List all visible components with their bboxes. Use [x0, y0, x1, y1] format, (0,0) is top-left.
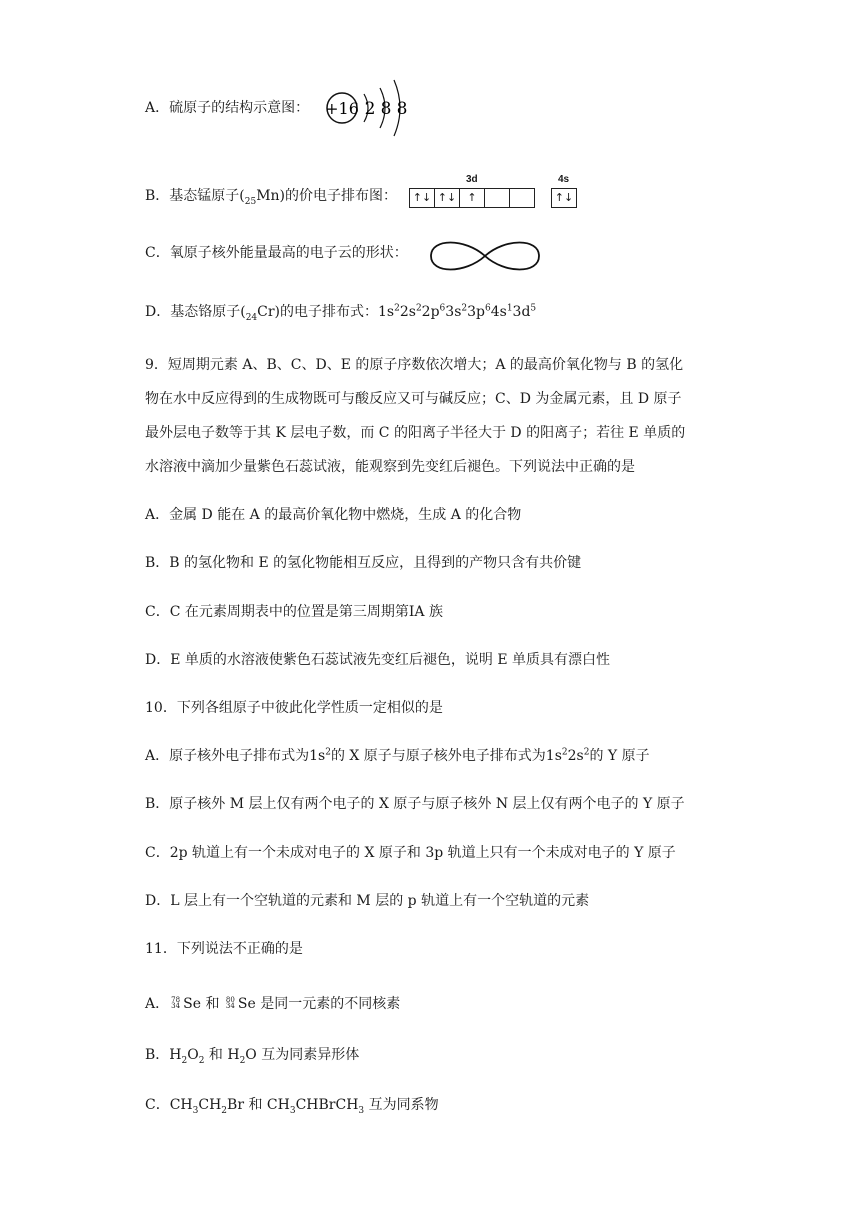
- cfg-orb: 2p: [421, 304, 440, 320]
- atomic-number: 34: [225, 1002, 235, 1010]
- orbital-4s-1: ↑↓: [551, 188, 577, 208]
- q8-option-d: [145, 302, 536, 322]
- q11-option-c: [145, 1095, 439, 1115]
- q8-d-pre: D．基态铬原子(: [145, 304, 246, 320]
- q9-option-b: B．B 的氢化物和 E 的氢化物能相互反应，且得到的产物只含有共价键: [145, 555, 582, 571]
- q11-c-sub: 2: [221, 1105, 228, 1116]
- q10-option-a: [145, 746, 650, 766]
- q11-b-sub: 2: [198, 1055, 205, 1066]
- q11-b-t: B．H: [145, 1047, 182, 1063]
- cfg-orb: 4s: [490, 304, 507, 320]
- q11-a-el2: Se 是同一元素的不同核素: [237, 996, 401, 1012]
- q11-c-sub: 3: [289, 1105, 296, 1116]
- q9-option-d: D．E 单质的水溶液使紫色石蕊试液先变红后褪色，说明 E 单质具有漂白性: [145, 652, 611, 668]
- q9-stem-line-4: 水溶液中滴加少量紫色石蕊试液，能观察到先变红后褪色。下列说法中正确的是: [145, 459, 635, 475]
- shell-3: 8: [396, 99, 408, 119]
- q11-a-el1: Se 和: [183, 996, 224, 1012]
- q10-a-pre: A．原子核外电子排布式为1s: [145, 748, 326, 764]
- isotope-prefix-2: [224, 992, 238, 1014]
- cfg-sup: 2: [415, 303, 422, 314]
- p-orbital-dumbbell: [425, 236, 545, 276]
- q10-option-c: C．2p 轨道上有一个未成对电子的 X 原子和 3p 轨道上只有一个未成对电子的 Y 原子: [145, 845, 676, 861]
- q11-c-t: C．CH: [145, 1097, 193, 1113]
- shell-1: 2: [364, 99, 376, 119]
- q8-d-sub: 24: [245, 312, 258, 323]
- cfg-orb: 3d: [512, 304, 531, 320]
- mass-number: 80: [225, 996, 235, 1004]
- q8-option-b: [145, 186, 397, 206]
- q11-c-sub: 3: [192, 1105, 199, 1116]
- q11-a-pre: A．: [145, 996, 170, 1012]
- label-4s: 4s: [558, 174, 570, 185]
- q11-c-t: CH: [198, 1097, 222, 1113]
- shell-2: 8: [380, 99, 392, 119]
- q9-option-c: C．C 在元素周期表中的位置是第三周期第ⅠA 族: [145, 604, 443, 620]
- q11-b-sub: 2: [181, 1055, 188, 1066]
- q11-c-sub: 3: [358, 1105, 365, 1116]
- q10-a-mid2: 2s: [567, 748, 584, 764]
- q10-a-mid: 的 X 原子与原子核外电子排布式为1s: [330, 748, 562, 764]
- q10-a-sup: 2: [325, 747, 331, 758]
- q9-option-a: A．金属 D 能在 A 的最高价氧化物中燃烧，生成 A 的化合物: [145, 507, 522, 523]
- q10-option-d: D．L 层上有一个空轨道的元素和 M 层的 p 轨道上有一个空轨道的元素: [145, 893, 590, 909]
- q8-b-pre: B．基态锰原子(: [145, 188, 245, 204]
- q11-option-b: [145, 1045, 359, 1065]
- q9-stem-line-2: 物在水中反应得到的生成物既可与酸反应又可与碱反应；C、D 为金属元素，且 D 原子: [145, 391, 682, 407]
- cfg-sup: 2: [461, 303, 468, 314]
- isotope-prefix-1: [169, 992, 183, 1014]
- q10-option-b: B．原子核外 M 层上仅有两个电子的 X 原子与原子核外 N 层上仅有两个电子的 Y 原子: [145, 796, 685, 812]
- orbital-3d-row: [410, 188, 535, 208]
- orbital-3d-4: [484, 188, 510, 208]
- sulfur-atom-diagram: [322, 76, 422, 140]
- cfg-sup: 5: [530, 303, 537, 314]
- cfg-orb: 2s: [399, 304, 416, 320]
- q11-c-t: Br 和 CH: [227, 1097, 290, 1113]
- q11-c-t: 互为同系物: [364, 1097, 439, 1113]
- q9-stem-line-1: 9．短周期元素 A、B、C、D、E 的原子序数依次增大；A 的最高价氧化物与 B 的氢化: [145, 357, 684, 373]
- q9-stem-line-3: 最外层电子数等于其 K 层电子数，而 C 的阳离子半径大于 D 的阳离子；若往 E 单质的: [145, 425, 686, 441]
- cfg-sup: 2: [394, 303, 400, 314]
- orbital-3d-1: ↑↓: [409, 188, 435, 208]
- q11-b-sub: 2: [239, 1055, 246, 1066]
- q10-a-sup: 2: [583, 747, 590, 758]
- q8-option-a: [145, 98, 309, 118]
- q11-option-a: [145, 992, 400, 1014]
- orbital-4s-row: [552, 188, 577, 208]
- q11-b-t: O 互为同素异形体: [245, 1047, 360, 1063]
- cfg-sup: 6: [484, 303, 491, 314]
- q11-stem: 11．下列说法不正确的是: [145, 941, 303, 957]
- q8-c-text: C．氧原子核外能量最高的电子云的形状：: [145, 245, 408, 261]
- q8-d-post: Cr)的电子排布式：1s: [257, 304, 395, 320]
- mass-number: 78: [171, 996, 181, 1004]
- q8-b-sub: 25: [244, 196, 257, 207]
- q8-option-c: [145, 243, 408, 263]
- label-3d: 3d: [466, 174, 478, 185]
- q11-b-t: O: [187, 1047, 199, 1063]
- cfg-sup: 6: [439, 303, 446, 314]
- nucleus-charge: +16: [325, 99, 359, 118]
- cfg-orb: 3s: [445, 304, 462, 320]
- orbital-3d-3: ↑: [459, 188, 485, 208]
- cfg-orb: 3p: [467, 304, 485, 320]
- q8-option-a-text: A．硫原子的结构示意图：: [145, 100, 310, 116]
- orbital-3d-5: [509, 188, 535, 208]
- q10-a-sup: 2: [561, 747, 568, 758]
- q11-c-t: CHBrCH: [295, 1097, 359, 1113]
- q11-b-t: 和 H: [204, 1047, 240, 1063]
- orbital-3d-2: ↑↓: [434, 188, 460, 208]
- q10-stem: 10．下列各组原子中彼此化学性质一定相似的是: [145, 700, 443, 716]
- cfg-sup: 1: [506, 303, 513, 314]
- q8-b-post: Mn)的价电子排布图：: [256, 188, 398, 204]
- q10-a-post: 的 Y 原子: [589, 748, 650, 764]
- atomic-number: 34: [171, 1002, 181, 1010]
